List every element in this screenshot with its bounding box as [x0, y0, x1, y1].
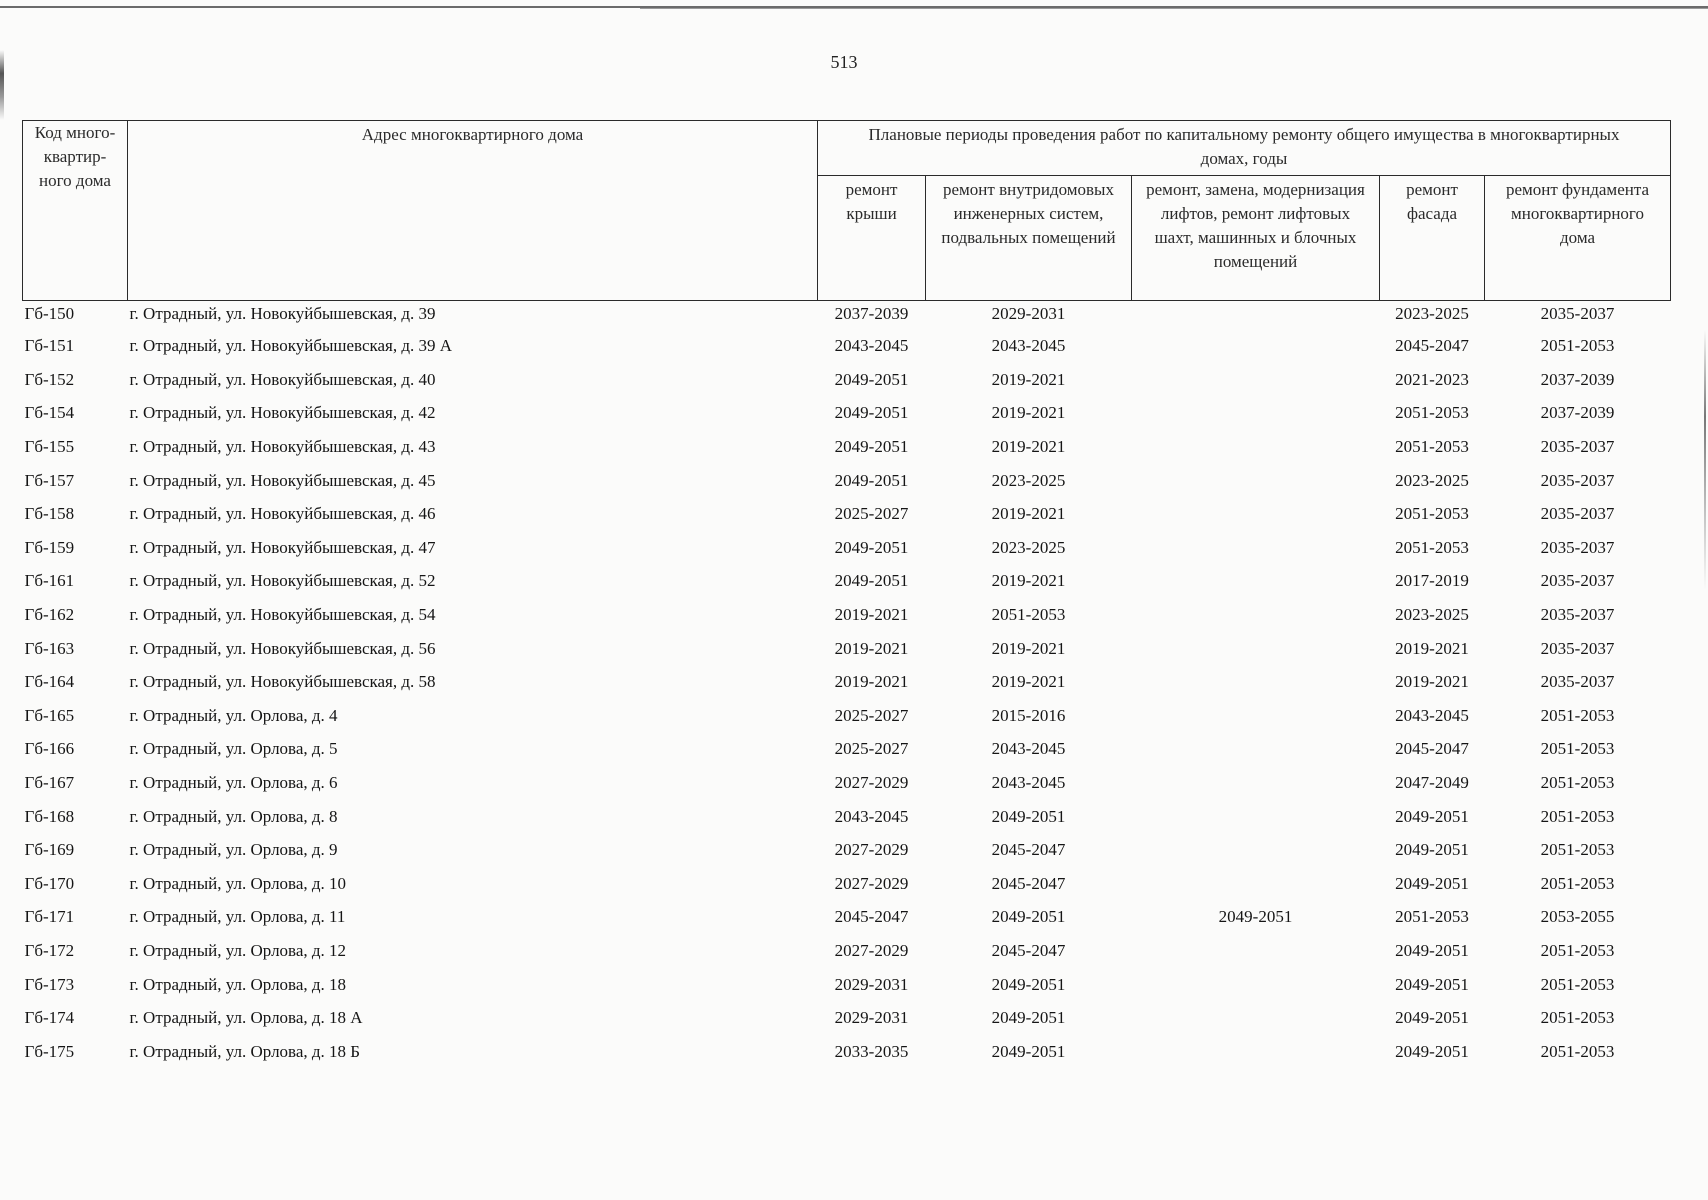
cell-address: г. Отрадный, ул. Новокуйбышевская, д. 43	[129, 437, 436, 457]
cell-roof: 2049-2051	[834, 403, 909, 423]
cell-roof: 2027-2029	[834, 773, 909, 793]
cell-address: г. Отрадный, ул. Орлова, д. 6	[129, 773, 338, 793]
cell-roof: 2049-2051	[834, 369, 909, 389]
cell-systems: 2019-2021	[991, 571, 1066, 591]
cell-code: Гб-162	[24, 605, 75, 625]
table-row	[23, 631, 1671, 665]
cell-address: г. Отрадный, ул. Орлова, д. 18 А	[129, 1008, 363, 1028]
cell-roof: 2019-2021	[834, 605, 909, 625]
cell-facade: 2051-2053	[1395, 537, 1469, 557]
cell-roof: 2027-2029	[834, 873, 909, 893]
cell-foundation: 2037-2039	[1540, 403, 1615, 423]
cell-code: Гб-171	[24, 907, 75, 927]
table-row	[23, 665, 1671, 699]
cell-facade: 2051-2053	[1395, 403, 1469, 423]
cell-code: Гб-152	[24, 369, 75, 389]
table-row	[23, 564, 1671, 598]
cell-facade: 2049-2051	[1395, 940, 1469, 960]
table-row	[23, 732, 1671, 766]
cell-lifts	[1132, 1034, 1380, 1068]
cell-foundation: 2051-2053	[1540, 873, 1615, 893]
table-row	[23, 766, 1671, 800]
cell-facade: 2019-2021	[1395, 672, 1469, 692]
cell-lifts	[1132, 1001, 1380, 1035]
cell-lifts	[1132, 363, 1380, 397]
cell-roof: 2029-2031	[834, 974, 909, 994]
repair-schedule-table	[22, 120, 1671, 1068]
cell-foundation: 2035-2037	[1540, 537, 1615, 557]
cell-address: г. Отрадный, ул. Новокуйбышевская, д. 58	[129, 672, 436, 692]
cell-systems: 2043-2045	[991, 739, 1066, 759]
cell-foundation: 2051-2053	[1540, 974, 1615, 994]
cell-roof: 2019-2021	[834, 672, 909, 692]
cell-systems: 2023-2025	[991, 537, 1066, 557]
cell-code: Гб-155	[24, 437, 75, 457]
cell-lifts	[1132, 430, 1380, 464]
cell-address: г. Отрадный, ул. Новокуйбышевская, д. 47	[129, 537, 436, 557]
cell-address: г. Отрадный, ул. Орлова, д. 18	[129, 974, 347, 994]
cell-lifts	[1132, 934, 1380, 968]
header-code: Код много-квартир-ного дома	[23, 121, 128, 301]
table-row	[23, 799, 1671, 833]
cell-facade: 2049-2051	[1395, 873, 1469, 893]
cell-code: Гб-168	[24, 806, 75, 826]
cell-address: г. Отрадный, ул. Орлова, д. 12	[129, 940, 347, 960]
cell-lifts	[1132, 598, 1380, 632]
cell-systems: 2019-2021	[991, 504, 1066, 524]
cell-lifts	[1132, 699, 1380, 733]
cell-roof: 2025-2027	[834, 739, 909, 759]
cell-facade: 2023-2025	[1395, 304, 1469, 323]
cell-systems: 2019-2021	[991, 369, 1066, 389]
cell-systems: 2049-2051	[991, 1008, 1066, 1028]
cell-code: Гб-154	[24, 403, 75, 423]
cell-facade: 2045-2047	[1395, 739, 1469, 759]
cell-code: Гб-151	[24, 336, 75, 356]
cell-address: г. Отрадный, ул. Орлова, д. 4	[129, 705, 338, 725]
cell-foundation: 2035-2037	[1540, 304, 1615, 323]
cell-systems: 2051-2053	[991, 605, 1066, 625]
table-row	[23, 329, 1671, 363]
cell-code: Гб-164	[24, 672, 75, 692]
cell-systems: 2049-2051	[991, 907, 1066, 927]
cell-facade: 2021-2023	[1395, 369, 1469, 389]
table-row	[23, 833, 1671, 867]
header-facade: ремонт фасада	[1380, 176, 1485, 301]
page-number: 513	[830, 52, 858, 72]
cell-lifts	[1132, 665, 1380, 699]
cell-roof: 2037-2039	[834, 304, 909, 323]
cell-facade: 2045-2047	[1395, 336, 1469, 356]
cell-code: Гб-167	[24, 773, 75, 793]
cell-facade: 2023-2025	[1395, 470, 1469, 490]
cell-lifts	[1132, 463, 1380, 497]
table-row	[23, 967, 1671, 1001]
table-row	[23, 363, 1671, 397]
cell-address: г. Отрадный, ул. Орлова, д. 18 Б	[129, 1041, 361, 1061]
cell-lifts	[1132, 732, 1380, 766]
cell-address: г. Отрадный, ул. Новокуйбышевская, д. 45	[129, 470, 436, 490]
table-row	[23, 598, 1671, 632]
cell-foundation: 2035-2037	[1540, 672, 1615, 692]
cell-facade: 2019-2021	[1395, 638, 1469, 658]
cell-code: Гб-169	[24, 840, 75, 860]
cell-facade: 2049-2051	[1395, 1041, 1469, 1061]
cell-systems: 2049-2051	[991, 974, 1066, 994]
cell-lifts	[1132, 631, 1380, 665]
cell-foundation: 2053-2055	[1540, 907, 1615, 927]
cell-facade: 2049-2051	[1395, 806, 1469, 826]
cell-roof: 2043-2045	[834, 336, 909, 356]
cell-code: Гб-165	[24, 705, 75, 725]
cell-systems: 2049-2051	[991, 806, 1066, 826]
cell-lifts: 2049-2051	[1218, 907, 1293, 927]
cell-systems: 2019-2021	[991, 437, 1066, 457]
table-row	[23, 867, 1671, 901]
cell-systems: 2019-2021	[991, 672, 1066, 692]
cell-code: Гб-159	[24, 537, 75, 557]
cell-address: г. Отрадный, ул. Новокуйбышевская, д. 56	[129, 638, 436, 658]
cell-roof: 2049-2051	[834, 571, 909, 591]
cell-roof: 2033-2035	[834, 1041, 909, 1061]
cell-lifts	[1132, 497, 1380, 531]
cell-address: г. Отрадный, ул. Орлова, д. 11	[129, 907, 346, 927]
header-systems: ремонт внутридомовых инженерных систем, подвальных помещений	[926, 176, 1132, 301]
cell-code: Гб-150	[24, 304, 75, 323]
cell-roof: 2025-2027	[834, 504, 909, 524]
table-body	[23, 301, 1671, 1069]
cell-foundation: 2051-2053	[1540, 1008, 1615, 1028]
cell-foundation: 2051-2053	[1540, 806, 1615, 826]
table-row	[23, 497, 1671, 531]
cell-lifts	[1132, 766, 1380, 800]
table-row	[23, 934, 1671, 968]
cell-address: г. Отрадный, ул. Новокуйбышевская, д. 39 А	[129, 336, 453, 356]
cell-foundation: 2035-2037	[1540, 638, 1615, 658]
cell-code: Гб-161	[24, 571, 75, 591]
cell-systems: 2045-2047	[991, 940, 1066, 960]
scan-border-line-secondary	[640, 8, 1708, 9]
cell-foundation: 2051-2053	[1540, 840, 1615, 860]
cell-foundation: 2035-2037	[1540, 504, 1615, 524]
cell-systems: 2019-2021	[991, 638, 1066, 658]
cell-systems: 2049-2051	[991, 1041, 1066, 1061]
table-row	[23, 1001, 1671, 1035]
cell-roof: 2049-2051	[834, 470, 909, 490]
cell-code: Гб-172	[24, 940, 75, 960]
cell-lifts	[1132, 329, 1380, 363]
cell-lifts	[1132, 531, 1380, 565]
cell-address: г. Отрадный, ул. Новокуйбышевская, д. 46	[129, 504, 436, 524]
cell-systems: 2019-2021	[991, 403, 1066, 423]
cell-code: Гб-175	[24, 1041, 75, 1061]
table-row	[23, 1034, 1671, 1068]
cell-foundation: 2051-2053	[1540, 705, 1615, 725]
table-row	[23, 301, 1671, 330]
cell-lifts	[1132, 967, 1380, 1001]
header-roof: ремонт крыши	[818, 176, 926, 301]
table-row	[23, 531, 1671, 565]
cell-foundation: 2035-2037	[1540, 437, 1615, 457]
cell-code: Гб-163	[24, 638, 75, 658]
cell-roof: 2019-2021	[834, 638, 909, 658]
cell-systems: 2015-2016	[991, 705, 1066, 725]
header-foundation: ремонт фундамента многоквартирного дома	[1485, 176, 1671, 301]
cell-address: г. Отрадный, ул. Новокуйбышевская, д. 40	[129, 369, 436, 389]
cell-code: Гб-170	[24, 873, 75, 893]
table-row	[23, 463, 1671, 497]
table-row	[23, 430, 1671, 464]
cell-facade: 2051-2053	[1395, 907, 1469, 927]
header-lifts: ремонт, замена, модернизация лифтов, ремонт лифтовых шахт, машинных и блочных помещений	[1132, 176, 1380, 301]
cell-roof: 2027-2029	[834, 940, 909, 960]
table-row	[23, 900, 1671, 934]
table-row	[23, 699, 1671, 733]
header-address: Адрес многоквартирного дома	[128, 121, 818, 301]
cell-facade: 2051-2053	[1395, 437, 1469, 457]
cell-address: г. Отрадный, ул. Новокуйбышевская, д. 52	[129, 571, 436, 591]
cell-systems: 2045-2047	[991, 873, 1066, 893]
cell-address: г. Отрадный, ул. Новокуйбышевская, д. 42	[129, 403, 436, 423]
cell-lifts	[1132, 301, 1380, 330]
cell-systems: 2043-2045	[991, 773, 1066, 793]
cell-address: г. Отрадный, ул. Орлова, д. 10	[129, 873, 347, 893]
cell-lifts	[1132, 564, 1380, 598]
cell-facade: 2051-2053	[1395, 504, 1469, 524]
cell-systems: 2029-2031	[991, 304, 1066, 323]
cell-facade: 2043-2045	[1395, 705, 1469, 725]
cell-facade: 2047-2049	[1395, 773, 1469, 793]
cell-roof: 2025-2027	[834, 705, 909, 725]
cell-code: Гб-158	[24, 504, 75, 524]
cell-foundation: 2051-2053	[1540, 1041, 1615, 1061]
cell-facade: 2049-2051	[1395, 974, 1469, 994]
cell-facade: 2023-2025	[1395, 605, 1469, 625]
cell-foundation: 2035-2037	[1540, 571, 1615, 591]
cell-address: г. Отрадный, ул. Новокуйбышевская, д. 39	[129, 304, 436, 323]
cell-roof: 2049-2051	[834, 437, 909, 457]
cell-roof: 2049-2051	[834, 537, 909, 557]
cell-code: Гб-157	[24, 470, 75, 490]
cell-foundation: 2051-2053	[1540, 940, 1615, 960]
cell-facade: 2049-2051	[1395, 1008, 1469, 1028]
cell-code: Гб-174	[24, 1008, 75, 1028]
cell-foundation: 2037-2039	[1540, 369, 1615, 389]
cell-address: г. Отрадный, ул. Орлова, д. 9	[129, 840, 338, 860]
cell-code: Гб-166	[24, 739, 75, 759]
cell-code: Гб-173	[24, 974, 75, 994]
cell-lifts	[1132, 396, 1380, 430]
cell-systems: 2045-2047	[991, 840, 1066, 860]
cell-systems: 2023-2025	[991, 470, 1066, 490]
cell-roof: 2029-2031	[834, 1008, 909, 1028]
cell-foundation: 2035-2037	[1540, 605, 1615, 625]
cell-foundation: 2051-2053	[1540, 773, 1615, 793]
cell-systems: 2043-2045	[991, 336, 1066, 356]
header-periods: Плановые периоды проведения работ по капитальному ремонту общего имущества в многоквартирных домах, годы	[818, 121, 1671, 176]
cell-roof: 2045-2047	[834, 907, 909, 927]
scan-right-edge-mark	[1704, 330, 1706, 590]
cell-address: г. Отрадный, ул. Новокуйбышевская, д. 54	[129, 605, 436, 625]
cell-lifts	[1132, 799, 1380, 833]
cell-roof: 2027-2029	[834, 840, 909, 860]
cell-facade: 2049-2051	[1395, 840, 1469, 860]
table-row	[23, 396, 1671, 430]
cell-foundation: 2051-2053	[1540, 739, 1615, 759]
cell-address: г. Отрадный, ул. Орлова, д. 5	[129, 739, 338, 759]
cell-address: г. Отрадный, ул. Орлова, д. 8	[129, 806, 338, 826]
cell-roof: 2043-2045	[834, 806, 909, 826]
cell-foundation: 2051-2053	[1540, 336, 1615, 356]
cell-foundation: 2035-2037	[1540, 470, 1615, 490]
cell-lifts	[1132, 867, 1380, 901]
cell-facade: 2017-2019	[1395, 571, 1469, 591]
cell-lifts	[1132, 833, 1380, 867]
